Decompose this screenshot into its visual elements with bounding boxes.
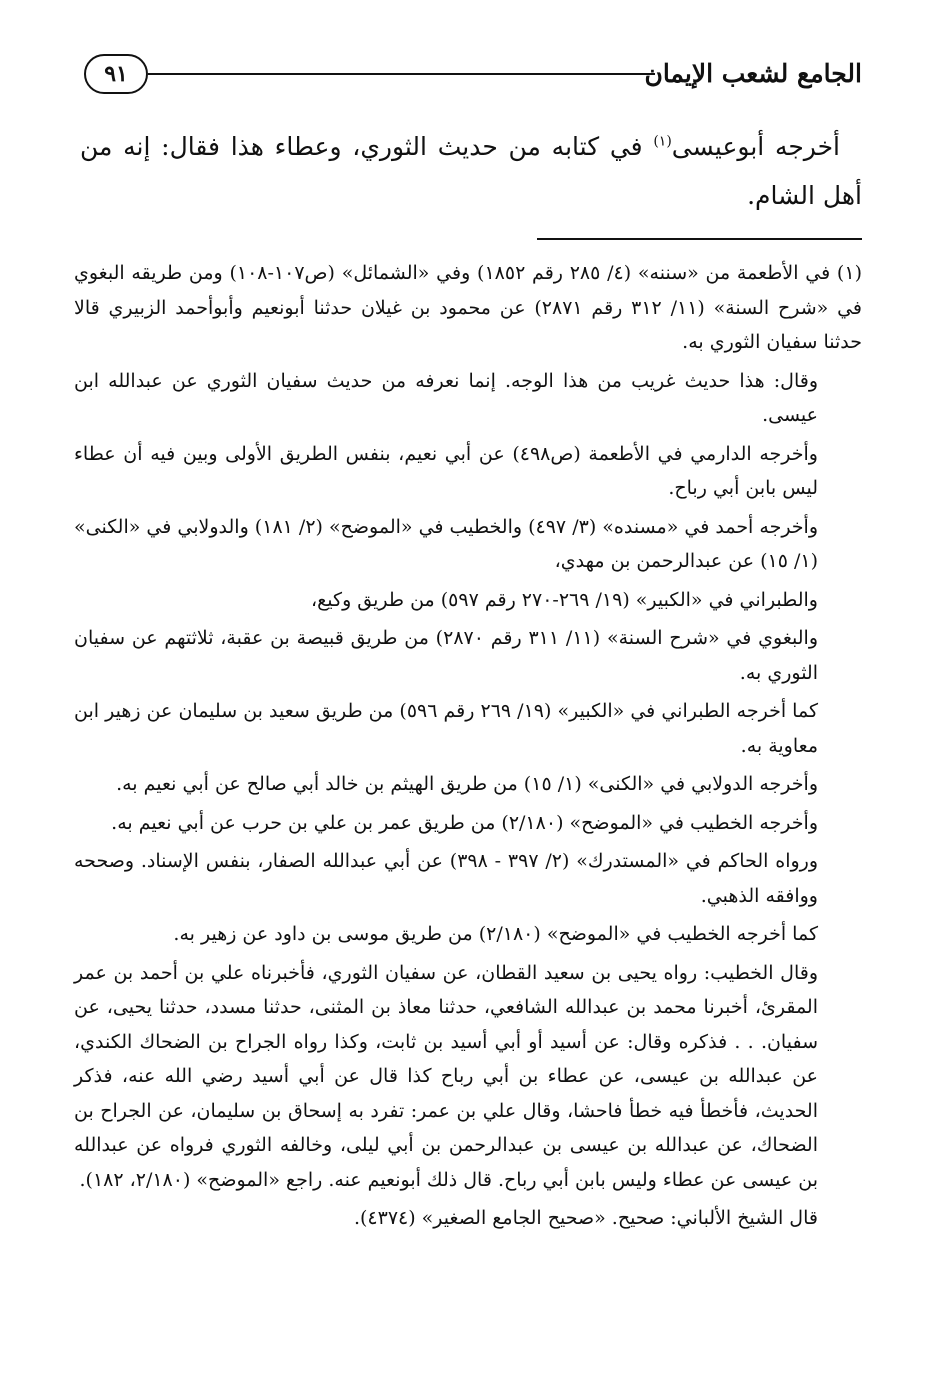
footnote-paragraph: وأخرجه الخطيب في «الموضح» (٢/١٨٠) من طريق عمر بن علي بن حرب عن أبي نعيم به. xyxy=(111,811,818,834)
main-text-after: في كتابه من حديث الثوري، وعطاء هذا فقال: إنه من أهل الشام. xyxy=(80,132,862,210)
footnote-paragraph: وأخرجه الدولابي في «الكنى» (١/ ١٥) من طريق الهيثم بن خالد أبي صالح عن أبي نعيم به. xyxy=(116,773,818,795)
footnote-paragraph: والطبراني في «الكبير» (١٩/ ٢٦٩-٢٧٠ رقم ٥٩٧) من طريق وكيع، xyxy=(311,588,818,611)
footnote-paragraph: وقال: هذا حديث غريب من هذا الوجه. إنما نعرفه من حديث سفيان الثوري عن عبدالله ابن عيسى. xyxy=(74,369,818,426)
footnote-separator xyxy=(537,238,862,240)
footnotes-section xyxy=(74,256,862,1240)
footnote-reference: (١) xyxy=(653,133,672,150)
main-text-before: أخرجه أبوعيسى xyxy=(671,132,840,161)
footnote-paragraph: وأخرجه أحمد في «مسنده» (٣/ ٤٩٧) والخطيب في «الموضح» (٢/ ١٨١) والدولابي في «الكنى» (١/ ١٥) عن عبدالرحمن بن مهدي، xyxy=(74,515,819,572)
footnote-paragraph: كما أخرجه الطبراني في «الكبير» (١٩/ ٢٦٩ رقم ٥٩٦) من طريق سعيد بن سليمان عن زهير ابن معاوية به. xyxy=(74,700,818,757)
footnote-paragraph: وأخرجه الدارمي في الأطعمة (ص٤٩٨) عن أبي نعيم، بنفس الطريق الأولى وبين فيه أن عطاء ليس بابن أبي رباح. xyxy=(74,442,818,499)
footnote-paragraph: كما أخرجه الخطيب في «الموضح» (٢/١٨٠) من طريق موسى بن داود عن زهير به. xyxy=(173,923,818,945)
page-number: ٩١ xyxy=(84,54,148,94)
footnote-paragraph: قال الشيخ الألباني: صحيح. «صحيح الجامع الصغير» (٤٣٧٤). xyxy=(353,1207,818,1229)
running-title: الجامع لشعب الإيمان xyxy=(644,59,862,88)
main-paragraph xyxy=(80,122,862,220)
footnote-paragraph: والبغوي في «شرح السنة» (١١/ ٣١١ رقم ٢٨٧٠) من طريق قبيصة بن عقبة، ثلاثتهم عن سفيان الثوري به. xyxy=(74,627,818,684)
footnote-paragraph: (١) في الأطعمة من «سننه» (٤/ ٢٨٥ رقم ١٨٥٢) وفي «الشمائل» (ص١٠٧-١٠٨) ومن طريقه البغوي في «شرح السنة» (١١/ ٣١٢ رقم ٢٨٧١) عن محمود بن غيلان حدثنا أبونعيم وأبوأحمد الزبيري قالا حدثنا سفيان الثوري به. xyxy=(74,262,863,353)
footnote-paragraph: ورواه الحاكم في «المستدرك» (٢/ ٣٩٧ - ٣٩٨) عن أبي عبدالله الصفار، بنفس الإسناد. وصححه ووافقه الذهبي. xyxy=(74,850,818,907)
header-rule xyxy=(148,73,655,75)
footnote-paragraph: وقال الخطيب: رواه يحيى بن سعيد القطان، عن سفيان الثوري، فأخبرناه علي بن أحمد بن عمر المقرئ، أخبرنا محمد بن عبدالله الشافعي، حدثنا معاذ بن المثنى، حدثنا مسدد، حدثنا يحيى، عن سفيان. . . فذكره وقال: عن أسيد أو أبي أسيد بن ثابت، وكذا رواه الجراح بن الضحاك الكندي، عن عبدالله بن عيسى، عن عطاء بن أبي رباح كذا قال عن أبي أسيد رضي الله عنه، فذكر الحديث، فأخطأ فيه خطأ فاحشا، وقال علي بن عمر: تفرد به إسحاق بن سليمان، عن الجراح بن الضحاك، عن عبدالله بن عيسى بن عبدالرحمن بن أبي ليلى، وخالفه الثوري فرواه عن عبدالله بن عيسى عن عطاء وليس بابن أبي رباح. قال ذلك أبونعيم عنه. راجع «الموضح» (٢/١٨٠، ١٨٢). xyxy=(74,961,818,1191)
